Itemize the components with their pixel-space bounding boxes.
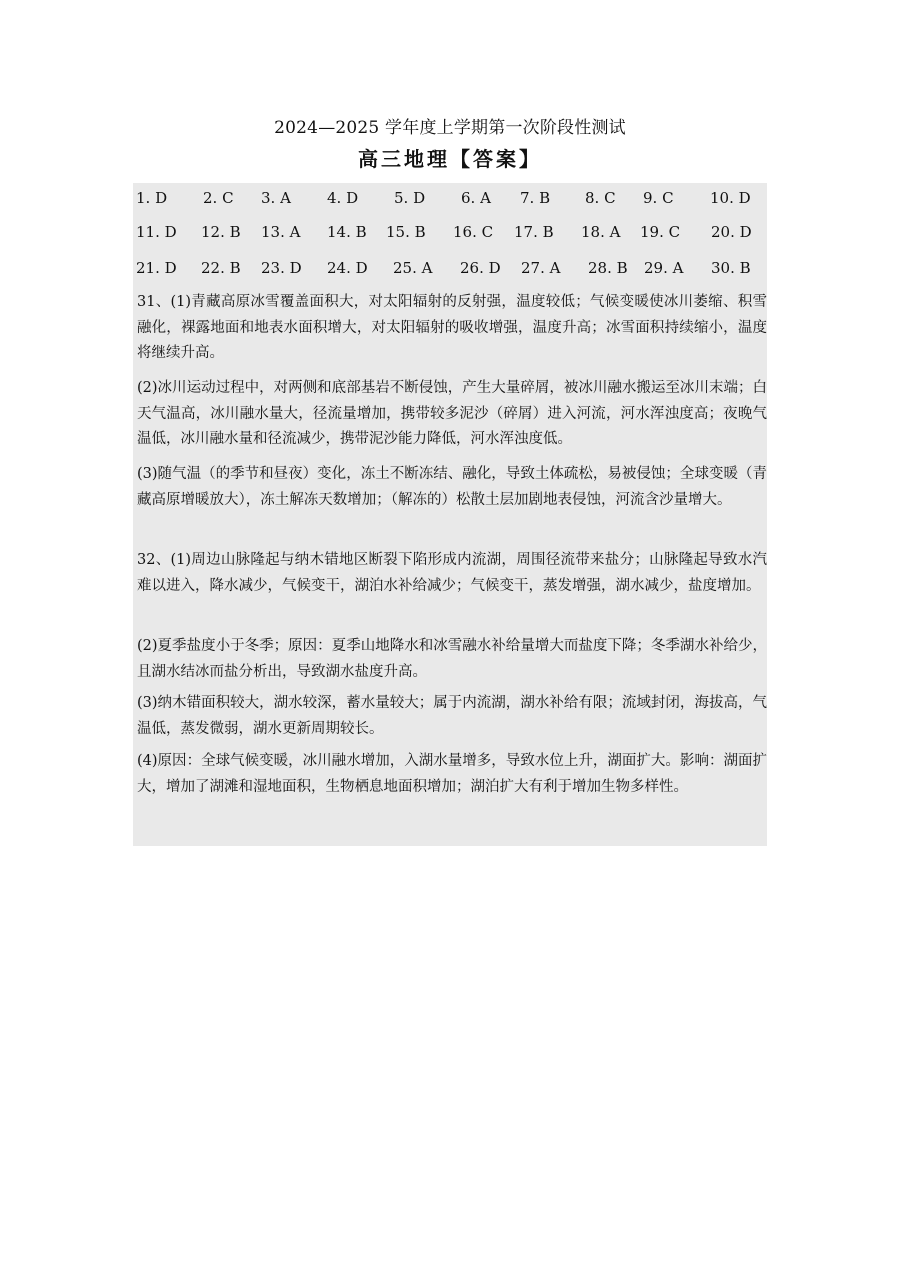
mc-answer: 27. A xyxy=(521,259,561,277)
mc-answer: 8. C xyxy=(585,189,616,207)
mc-answer: 30. B xyxy=(711,259,751,277)
mc-answer: 2. C xyxy=(203,189,234,207)
answer-31-2: (2)冰川运动过程中，对两侧和底部基岩不断侵蚀，产生大量碎屑，被冰川融水搬运至冰川末端；白天气温高，冰川融水量大，径流量增加，携带较多泥沙（碎屑）进入河流，河水浑浊度高；夜晚气温低，冰川融水量和径流减少，携带泥沙能力降低，河水浑浊度低。 xyxy=(137,380,767,448)
mc-answer: 5. D xyxy=(394,189,426,207)
answer-content xyxy=(133,183,767,846)
answer-31-3: (3)随气温（的季节和昼夜）变化，冻土不断冻结、融化，导致土体疏松，易被侵蚀；全球变暖（青藏高原增暖放大），冻土解冻天数增加；（解冻的）松散土层加剧地表侵蚀，河流含沙量增大。 xyxy=(137,466,767,508)
mc-answer: 17. B xyxy=(514,223,554,241)
mc-answer: 28. B xyxy=(588,259,628,277)
mc-answer: 3. A xyxy=(261,189,291,207)
mc-answer: 21. D xyxy=(136,259,177,277)
mc-answer: 26. D xyxy=(460,259,501,277)
mc-row-3 xyxy=(133,259,767,279)
answer-31-1: 31、(1)青藏高原冰雪覆盖面积大，对太阳辐射的反射强，温度较低；气候变暖使冰川萎缩、积雪融化，裸露地面和地表水面积增大，对太阳辐射的吸收增强，温度升高；冰雪面积持续缩小，温度将继续升高。 xyxy=(137,294,767,362)
mc-row-2 xyxy=(133,223,767,243)
mc-answer: 20. D xyxy=(711,223,752,241)
mc-answer: 22. B xyxy=(201,259,241,277)
answer-32-3: (3)纳木错面积较大，湖水较深，蓄水量较大；属于内流湖，湖水补给有限；流域封闭，海拔高，气温低，蒸发微弱，湖水更新周期较长。 xyxy=(137,695,767,737)
mc-answer: 11. D xyxy=(136,223,177,241)
mc-answer: 9. C xyxy=(643,189,674,207)
mc-answer: 4. D xyxy=(327,189,359,207)
mc-answer: 24. D xyxy=(327,259,368,277)
mc-answer: 7. B xyxy=(520,189,551,207)
mc-answer: 13. A xyxy=(261,223,301,241)
page-subtitle: 高三地理【答案】 xyxy=(358,147,542,171)
mc-answer: 6. A xyxy=(461,189,491,207)
mc-answer: 1. D xyxy=(136,189,168,207)
answer-32-1: 32、(1)周边山脉隆起与纳木错地区断裂下陷形成内流湖，周围径流带来盐分；山脉隆起导致水汽难以进入，降水减少，气候变干，湖泊水补给减少；气候变干，蒸发增强，湖水减少，盐度增加。 xyxy=(137,552,767,594)
mc-answer: 14. B xyxy=(327,223,367,241)
mc-row-1 xyxy=(133,189,767,209)
mc-answer: 25. A xyxy=(393,259,433,277)
mc-answer: 15. B xyxy=(386,223,426,241)
mc-answer: 18. A xyxy=(581,223,621,241)
mc-answer: 29. A xyxy=(644,259,684,277)
mc-answer: 10. D xyxy=(710,189,751,207)
mc-answer: 12. B xyxy=(201,223,241,241)
mc-answer: 23. D xyxy=(261,259,302,277)
mc-answer: 16. C xyxy=(453,223,494,241)
page-title: 2024—2025 学年度上学期第一次阶段性测试 xyxy=(274,118,626,138)
answer-32-4: (4)原因：全球气候变暖，冰川融水增加，入湖水量增多，导致水位上升，湖面扩大。影响：湖面扩大，增加了湖滩和湿地面积，生物栖息地面积增加；湖泊扩大有利于增加生物多样性。 xyxy=(137,753,767,795)
answer-32-2: (2)夏季盐度小于冬季；原因：夏季山地降水和冰雪融水补给量增大而盐度下降；冬季湖水补给少，且湖水结冰而盐分析出，导致湖水盐度升高。 xyxy=(137,638,767,680)
mc-answer: 19. C xyxy=(640,223,681,241)
